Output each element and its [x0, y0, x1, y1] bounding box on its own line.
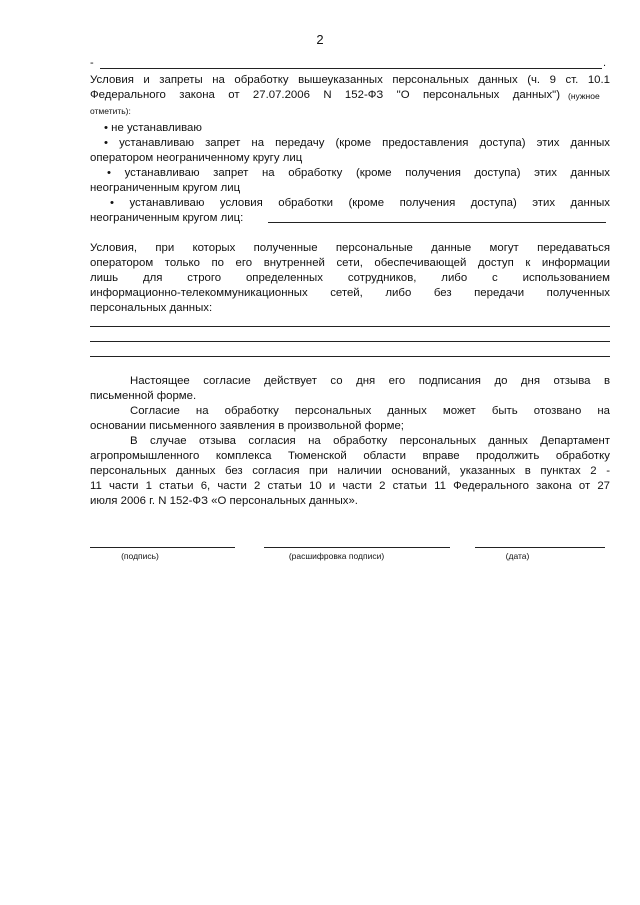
option-ban-processing-line2: неограниченным кругом лиц — [90, 182, 241, 194]
bullet-icon: • — [104, 137, 108, 149]
option-label: устанавливаю запрет на передачу (кроме предоставления доступа) этих данных — [119, 137, 610, 149]
network-conditions-line5: персональных данных: — [90, 302, 213, 314]
conditions-intro-line2: Федерального закона от 27.07.2006 N 152-ФЗ "О персональных данных") — [90, 89, 560, 101]
validity-p1-line1: Настоящее согласие действует со дня его подписания до дня отзыва в — [130, 375, 610, 387]
validity-p2-line2: основании письменного заявления в произвольной форме; — [90, 420, 404, 432]
option-ban-transfer[interactable] — [104, 136, 610, 151]
option-label: устанавливаю запрет на обработку (кроме получения доступа) этих данных — [124, 167, 610, 179]
conditions-note-a: (нужное — [568, 91, 600, 101]
option-not-set[interactable] — [104, 121, 202, 136]
network-conditions-line2: оператором только по его внутренней сети, обеспечивающей доступ к информации — [90, 257, 610, 269]
network-conditions-line3: лишь для строго определенных сотрудников, либо с использованием — [90, 272, 610, 284]
signature-transcript-caption: (расшифровка подписи) — [288, 551, 385, 561]
conditions-blank-line[interactable] — [268, 222, 606, 223]
validity-p3-line3: персональных данных без согласия при наличии оснований, указанных в пунктах 2 - — [90, 465, 610, 477]
validity-p3-line2: агропромышленного комплекса Тюменской области вправе продолжить обработку — [90, 450, 610, 462]
option-ban-transfer-line2: оператором неограниченному кругу лиц — [90, 152, 303, 164]
option-set-conditions-line2: неограниченным кругом лиц: — [90, 212, 244, 224]
blank-fill-line[interactable] — [90, 341, 610, 342]
validity-p3-line1: В случае отзыва согласия на обработку персональных данных Департамент — [130, 435, 610, 447]
network-conditions-line4: информационно-телекоммуникационных сетей, либо без передачи полученных — [90, 287, 610, 299]
conditions-intro-line1: Условия и запреты на обработку вышеуказанных персональных данных (ч. 9 ст. 10.1 — [90, 74, 610, 86]
signature-caption: (подпись) — [121, 551, 159, 561]
validity-p2-line1: Согласие на обработку персональных данных может быть отозвано на — [130, 405, 610, 417]
blank-fill-line[interactable] — [90, 356, 610, 357]
bullet-icon: • — [104, 122, 108, 134]
signature-transcript-line[interactable] — [264, 547, 450, 548]
option-ban-processing[interactable] — [107, 166, 610, 181]
top-line-dash: - — [90, 57, 94, 69]
option-set-conditions[interactable] — [110, 196, 610, 211]
conditions-note-b: отметить): — [90, 106, 131, 116]
top-line-period: . — [603, 57, 607, 69]
option-label: не устанавливаю — [111, 122, 202, 134]
page-number: 2 — [316, 32, 324, 47]
validity-p3-line5: июля 2006 г. N 152-ФЗ «О персональных данных». — [90, 495, 358, 507]
network-conditions-line1: Условия, при которых полученные персональные данные могут передаваться — [90, 242, 610, 254]
top-blank-line — [100, 68, 602, 69]
signature-line[interactable] — [90, 547, 235, 548]
validity-p3-line4: 11 части 1 статьи 6, части 2 статьи 10 и части 2 статьи 11 Федерального закона от 27 — [90, 480, 610, 492]
option-label: устанавливаю условия обработки (кроме получения доступа) этих данных — [129, 197, 610, 209]
validity-p1-line2: письменной форме. — [90, 390, 197, 402]
bullet-icon: • — [110, 197, 114, 209]
blank-fill-line[interactable] — [90, 326, 610, 327]
date-caption: (дата) — [505, 551, 530, 561]
date-line[interactable] — [475, 547, 605, 548]
bullet-icon: • — [107, 167, 111, 179]
